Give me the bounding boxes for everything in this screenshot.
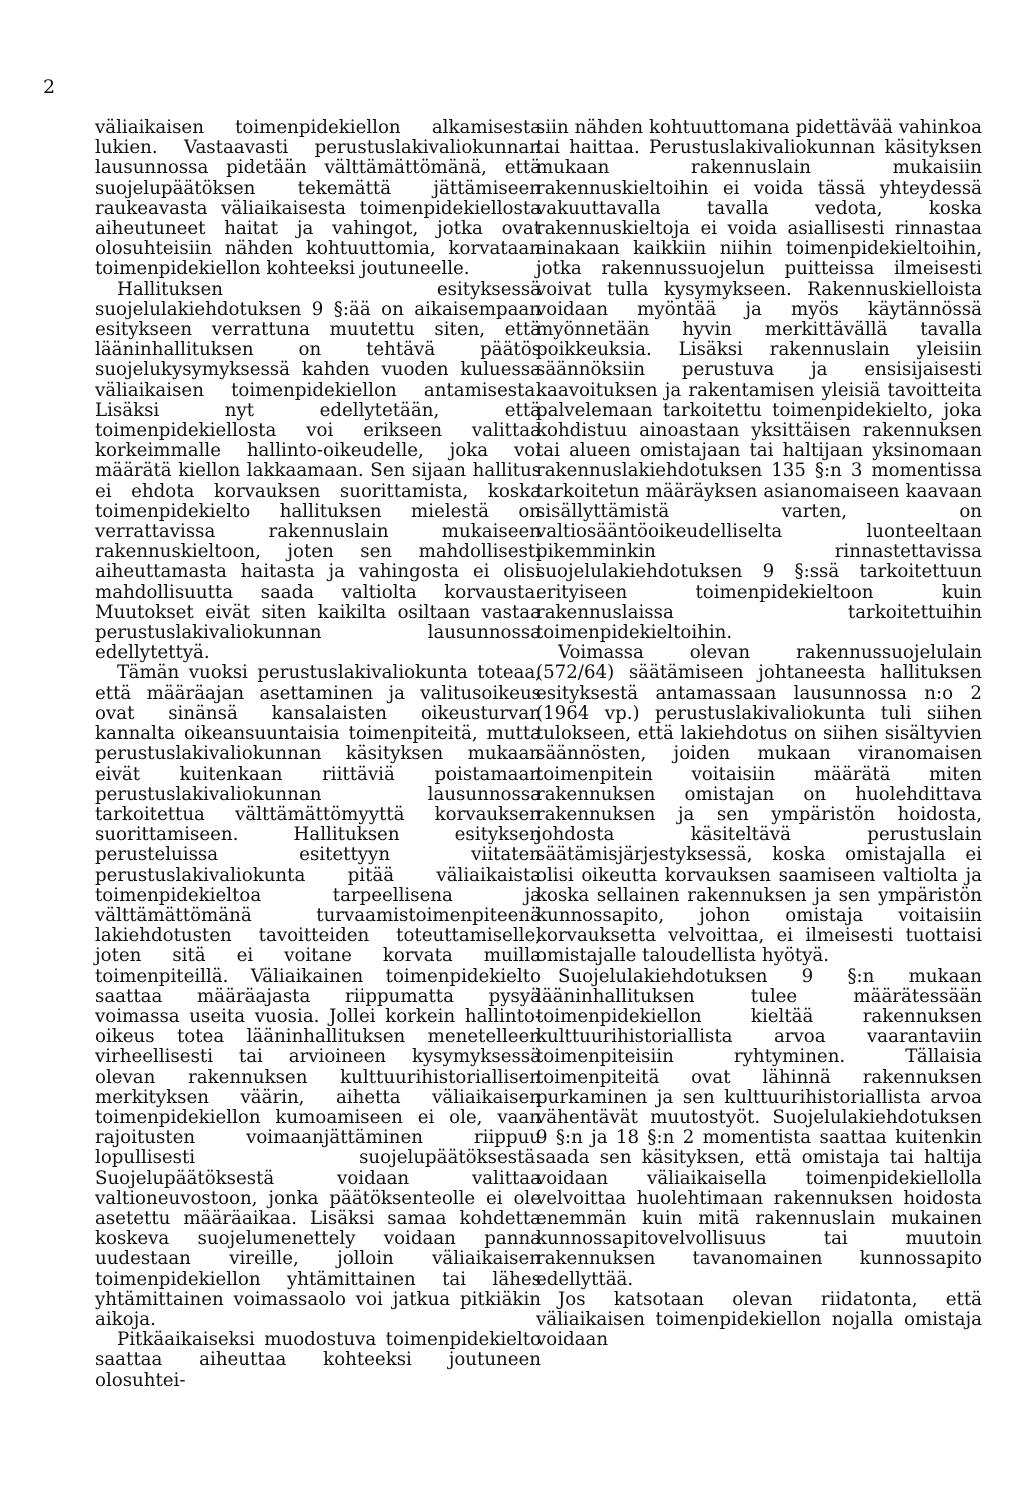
paragraph: Jos katsotaan olevan riidatonta, että väliaikaisen toimenpidekiellon nojalla omistaja voidaan: [536, 1288, 982, 1351]
paragraph: Tämän vuoksi perustuslakivaliokunta toteaa, että määräajan asettaminen ja valitusoikeus ovat sinänsä kansalaisten oikeusturvan kannalta oikeansuuntaisia toimenpiteitä, mutta perustuslakivaliokunnan käsityksen mukaan eivät kuitenkaan riittäviä poistamaan perustuslakivaliokunnan lausunnossa tarkoitettua välttämättömyyttä korvauksen suorittamiseen. Hallituksen esityksen perusteluissa esitettyyn viitaten perustuslakivaliokunta pitää väliaikaista toimenpidekieltoa tarpeellisena ja välttämättömänä turvaamistoimenpiteenä lakiehdotusten tavoitteiden toteuttamiselle, joten sitä ei voitane korvata muilla toimenpiteillä. Väliaikainen toimenpidekielto saattaa määräajasta riippumatta pysyä voimassa useita vuosia. Jollei korkein hallinto-oikeus totea lääninhallituksen menetelleen virheellisesti tai arvioineen kysymyksessä olevan rakennuksen kulttuurihistoriallisen merkityksen väärin, aihetta väliaikaisen toimenpidekiellon kumoamiseen ei ole, vaan rajoitusten voimaanjättäminen riippuu lopullisesti suojelupäätöksestä. Suojelupäätöksestä voidaan valittaa valtioneuvostoon, jonka päätöksenteolle ei ole asetettu määräaikaa. Lisäksi samaa kohdetta koskeva suojelumenettely voidaan panna uudestaan vireille, jolloin väliaikaisen toimenpidekiellon yhtämittainen tai lähes yhtämittainen voimassaolo voi jatkua pitkiäkin aikoja.: [95, 662, 541, 1330]
paragraph: väliaikaisen toimenpidekiellon alkamisesta lukien. Vastaavasti perustuslakivaliokunnan lausunnossa pidetään välttämättömänä, että suojelupäätöksen tekemättä jättämiseen raukeavasta väliaikaisesta toimenpidekiellosta aiheutuneet haitat ja vahingot, jotka ovat olosuhteisiin nähden kohtuuttomia, korvataan toimenpidekiellon kohteeksi joutuneelle.: [95, 117, 541, 280]
left-column: [95, 118, 541, 1391]
paragraph: Voimassa olevan rakennussuojelulain (572/64) säätämiseen johtaneesta hallituksen esityksestä antamassaan lausunnossa n:o 2 (1964 vp.) perustuslakivaliokunta tuli siihen tulokseen, että lakiehdotus on siihen sisältyvien säännösten, joiden mukaan viranomaisen toimenpitein voitaisiin määrätä miten rakennuksen omistajan on huolehdittava rakennuksen ja sen ympäristön hoidosta, johdosta käsiteltävä perustuslain säätämisjärjestyksessä, koska omistajalla ei olisi oikeutta korvauksen saamiseen valtiolta ja koska sellainen rakennuksen ja sen ympäristön kunnossapito, johon omistaja voitaisiin korvauksetta velvoittaa, ei ilmeisesti tuottaisi omistajalle taloudellista hyötyä.: [536, 642, 982, 967]
paragraph: Hallituksen esityksessä suojelulakiehdotuksen 9 §:ää on aikaisempaan esitykseen verrattuna muutettu siten, että lääninhallituksen on tehtävä päätös suojelukysymyksessä kahden vuoden kuluessa väliaikaisen toimenpidekiellon antamisesta. Lisäksi nyt edellytetään, että toimenpidekiellosta voi erikseen valittaa korkeimmalle hallinto-oikeudelle, joka voi määrätä kiellon lakkaamaan. Sen sijaan hallitus ei ehdota korvauksen suorittamista, koska toimenpidekielto hallituksen mielestä on verrattavissa rakennuslain mukaiseen rakennuskieltoon, joten sen mahdollisesti aiheuttamasta haitasta ja vahingosta ei olisi mahdollisuutta saada valtiolta korvausta. Muutokset eivät siten kaikilta osiltaan vastaa perustuslakivaliokunnan lausunnossa edellytettyä.: [95, 278, 541, 664]
right-column: [536, 118, 982, 1350]
paragraph: Suojelulakiehdotuksen 9 §:n mukaan lääninhallituksen tulee määrätessään toimenpidekiellon kieltää rakennuksen kulttuurihistoriallista arvoa vaarantaviin toimenpiteisiin ryhtyminen. Tällaisia toimenpiteitä ovat lähinnä rakennuksen purkaminen ja sen kulttuurihistoriallista arvoa vähentävät muutostyöt. Suojelulakiehdotuksen 9 §:n ja 18 §:n 2 momentista saattaa kuitenkin saada sen käsityksen, että omistaja tai haltija voidaan väliaikaisella toimenpidekiellolla velvoittaa huolehtimaan rakennuksen hoidosta enemmän kuin mitä rakennuslain mukainen kunnossapitovelvollisuus tai muutoin rakennuksen tavanomainen kunnossapito edellyttää.: [536, 965, 982, 1290]
paragraph: siin nähden kohtuuttomana pidettävää vahinkoa tai haittaa. Perustuslakivaliokunnan käsityksen mukaan rakennuslain mukaisiin rakennuskieltoihin ei voida tässä yhteydessä vakuuttavalla tavalla vedota, koska rakennuskieltoja ei voida asiallisesti rinnastaa ainakaan kaikkiin niihin toimenpidekieltoihin, jotka rakennussuojelun puitteissa ilmeisesti voivat tulla kysymykseen. Rakennuskielloista voidaan myöntää ja myös käytännössä myönnetään hyvin merkittävällä tavalla poikkeuksia. Lisäksi rakennuslain yleisiin säännöksiin perustuva ja ensisijaisesti kaavoituksen ja rakentamisen yleisiä tavoitteita palvelemaan tarkoitettu toimenpidekielto, joka kohdistuu ainoastaan yksittäisen rakennuksen tai alueen omistajaan tai haltijaan yksinomaan rakennuslakiehdotuksen 135 §:n 3 momentissa tarkoitetun määräyksen asianomaiseen kaavaan sisällyttämistä varten, on valtiosääntöoikeudelliselta luonteeltaan pikemminkin rinnastettavissa suojelulakiehdotuksen 9 §:ssä tarkoitettuun erityiseen toimenpidekieltoon kuin rakennuslaissa tarkoitettuihin toimenpidekieltoihin.: [536, 117, 982, 644]
page-number: 2: [43, 76, 56, 98]
paragraph: Pitkäaikaiseksi muodostuva toimenpidekielto saattaa aiheuttaa kohteeksi joutuneen olosuhtei-: [95, 1329, 541, 1391]
